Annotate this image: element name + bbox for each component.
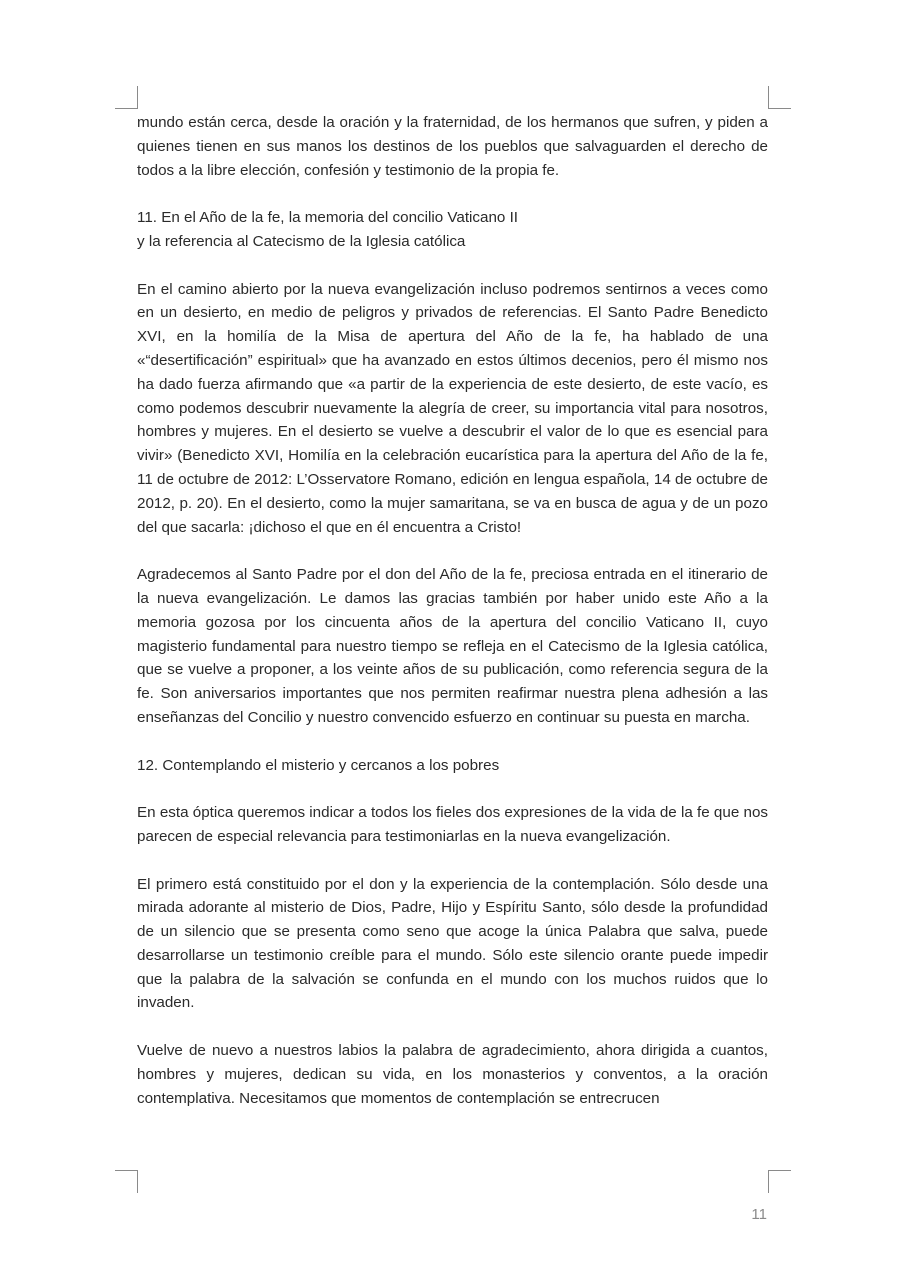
paragraph: Vuelve de nuevo a nuestros labios la palabra de agradecimiento, ahora dirigida a cuantos, hombres y mujeres, dedican su vida, en los monasterios y conventos, a la oración contemplativa. Necesitamos que momentos de contemplación se entrecrucen [137, 1042, 768, 1107]
section-heading-12: 12. Contemplando el misterio y cercanos a los pobres [137, 756, 500, 774]
crop-mark-top-right [768, 86, 791, 109]
section-heading-11 [137, 206, 768, 254]
page-number: 11 [751, 1206, 767, 1223]
crop-mark-bottom-right [768, 1170, 791, 1193]
paragraph: En el camino abierto por la nueva evangelización incluso podremos sentirnos a veces como en un desierto, en medio de peligros y privados de referencias. El Santo Padre Benedicto XVI, en la homilía de la Misa de apertura del Año de la fe, ha hablado de una «“desertificación” espiritual» que ha avanzado en estos últimos decenios, pero él mismo nos ha dado fuerza afirmando que «a partir de la experiencia de este desierto, de este vacío, es como podemos descubrir nuevamente la alegría de creer, su importancia vital para nosotros, hombres y mujeres. En el desierto se vuelve a descubrir el valor de lo que es esencial para vivir» (Benedicto XVI, Homilía en la celebración eucarística para la apertura del Año de la fe, 11 de octubre de 2012: L’Osservatore Romano, edición en lengua española, 14 de octubre de 2012, p. 20). En el desierto, como la mujer samaritana, se va en busca de agua y de un pozo del que sacarla: ¡dichoso el que en él encuentra a Cristo! [137, 280, 768, 536]
heading-line: 11. En el Año de la fe, la memoria del concilio Vaticano II [137, 209, 519, 227]
crop-mark-top-left [115, 86, 138, 109]
paragraph: El primero está constituido por el don y la experiencia de la contemplación. Sólo desde una mirada adorante al misterio de Dios, Padre, Hijo y Espíritu Santo, sólo desde la profundidad de un silencio que se presenta como seno que acoge la única Palabra que salva, puede desarrollarse un testimonio creíble para el mundo. Sólo este silencio orante puede impedir que la palabra de la salvación se confunda en el mundo con los muchos ruidos que lo invaden. [137, 875, 768, 1012]
paragraph: mundo están cerca, desde la oración y la fraternidad, de los hermanos que sufren, y piden a quienes tienen en sus manos los destinos de los pueblos que salvaguarden el derecho de todos a la libre elección, confesión y testimonio de la propia fe. [137, 114, 768, 179]
body-text [137, 111, 768, 1134]
crop-mark-bottom-left [115, 1170, 138, 1193]
paragraph: Agradecemos al Santo Padre por el don del Año de la fe, preciosa entrada en el itinerario de la nueva evangelización. Le damos las gracias también por haber unido este Año a la memoria gozosa por los cincuenta años de la apertura del concilio Vaticano II, cuyo magisterio fundamental para nuestro tiempo se refleja en el Catecismo de la Iglesia católica, que se vuelve a proponer, a los veinte años de su publicación, como referencia segura de la fe. Son aniversarios importantes que nos permiten reafirmar nuestra plena adhesión a las enseñanzas del Concilio y nuestro convencido esfuerzo en continuar su puesta en marcha. [137, 566, 768, 726]
heading-line: y la referencia al Catecismo de la Iglesia católica [137, 232, 466, 250]
paragraph: En esta óptica queremos indicar a todos los fieles dos expresiones de la vida de la fe que nos parecen de especial relevancia para testimoniarlas en la nueva evangelización. [137, 804, 768, 845]
